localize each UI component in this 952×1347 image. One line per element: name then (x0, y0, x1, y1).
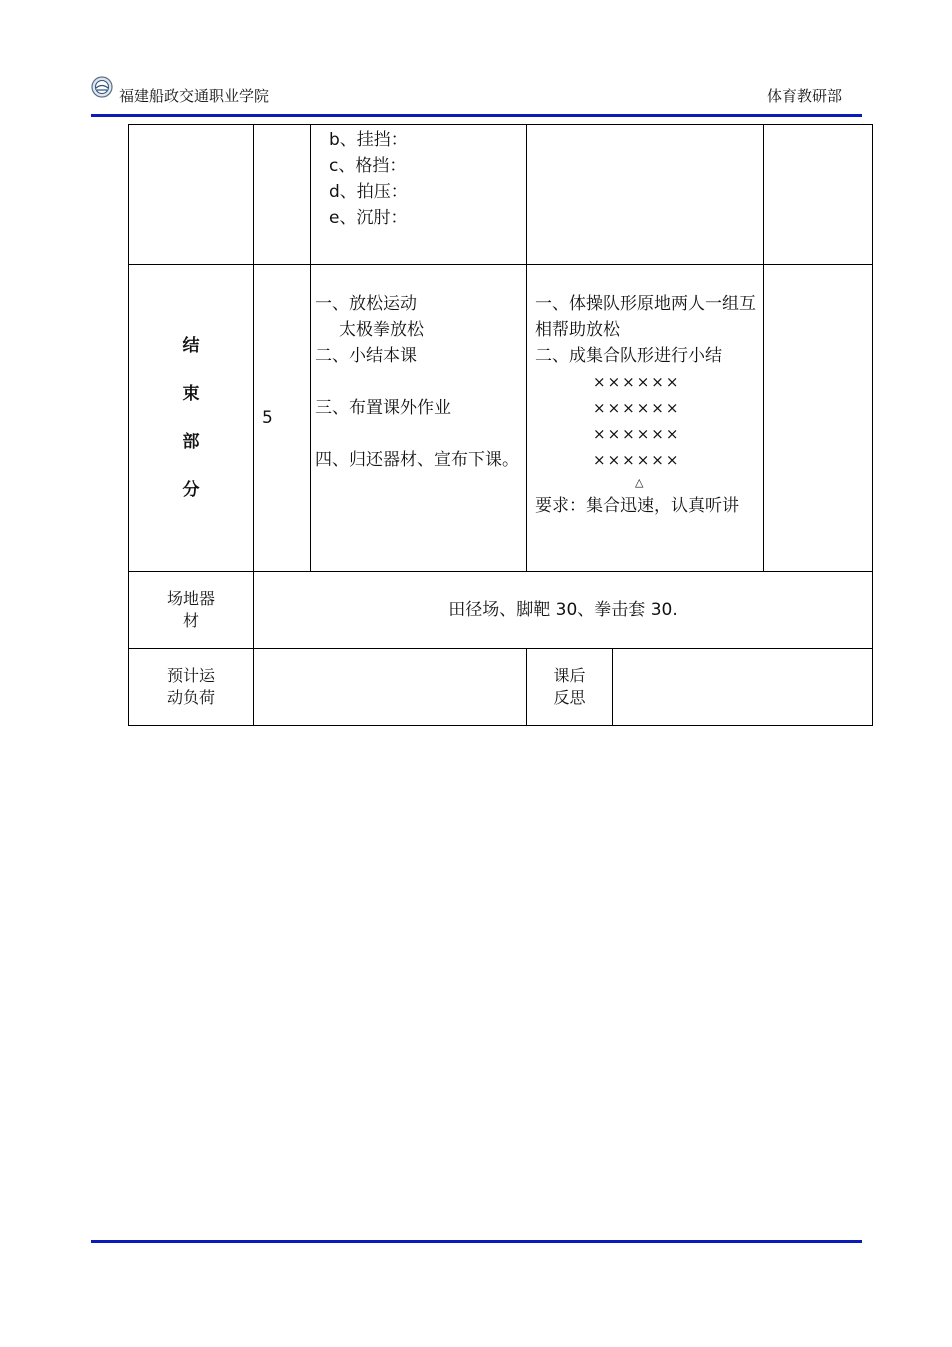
content-item-1: 一、放松运动 (315, 294, 417, 314)
organization-requirement: 要求：集合迅速，认真听讲 (535, 496, 740, 516)
formation-row: ×××××× (593, 425, 681, 443)
content-line: b、挂挡： (329, 130, 408, 150)
reflection-value (613, 649, 873, 726)
formation-row: ×××××× (593, 399, 681, 417)
content-line: d、拍压： (329, 182, 408, 202)
section-time: 5 (254, 265, 311, 572)
lesson-plan-table (128, 124, 873, 726)
organization-line-2: 二、成集合队形进行小结 (535, 346, 723, 366)
page-header (91, 74, 862, 106)
continued-organization (527, 125, 764, 265)
label-char: 结 (182, 336, 200, 356)
organization-line-1: 一、体操队形原地两人一组互相帮助放松 (535, 294, 757, 340)
label-char: 部 (182, 432, 200, 452)
content-line: c、格挡： (329, 156, 407, 176)
reflection-label: 课后反思 (527, 649, 613, 726)
formation-row: ×××××× (593, 451, 681, 469)
header-rule (91, 114, 862, 117)
continued-content (311, 125, 527, 265)
label-char: 分 (182, 480, 200, 500)
continued-notes (764, 125, 873, 265)
venue-label: 场地器材 (129, 572, 254, 649)
content-line: e、沉肘： (329, 208, 408, 228)
school-emblem-icon (91, 76, 113, 98)
load-label: 预计运动负荷 (129, 649, 254, 726)
venue-value: 田径场、脚靶 30、拳击套 30. (254, 572, 873, 649)
section-organization (527, 265, 764, 572)
continued-section-label (129, 125, 254, 265)
content-item-2: 二、小结本课 (315, 346, 417, 366)
teacher-position-icon: △ (635, 476, 644, 489)
school-name: 福建船政交通职业学院 (119, 87, 270, 105)
venue-row (129, 572, 873, 649)
label-char: 束 (182, 384, 200, 404)
department-name: 体育教研部 (766, 87, 842, 105)
formation-row: ×××××× (593, 373, 681, 391)
section-label (129, 265, 254, 572)
content-item-4: 四、归还器材、宣布下课。 (315, 450, 519, 470)
content-item-1-sub: 太极拳放松 (339, 320, 424, 340)
load-row (129, 649, 873, 726)
load-value (254, 649, 527, 726)
continued-row (129, 125, 873, 265)
section-content (311, 265, 527, 572)
ending-section-row (129, 265, 873, 572)
footer-rule (91, 1240, 862, 1243)
continued-time (254, 125, 311, 265)
content-item-3: 三、布置课外作业 (315, 398, 451, 418)
section-notes (764, 265, 873, 572)
